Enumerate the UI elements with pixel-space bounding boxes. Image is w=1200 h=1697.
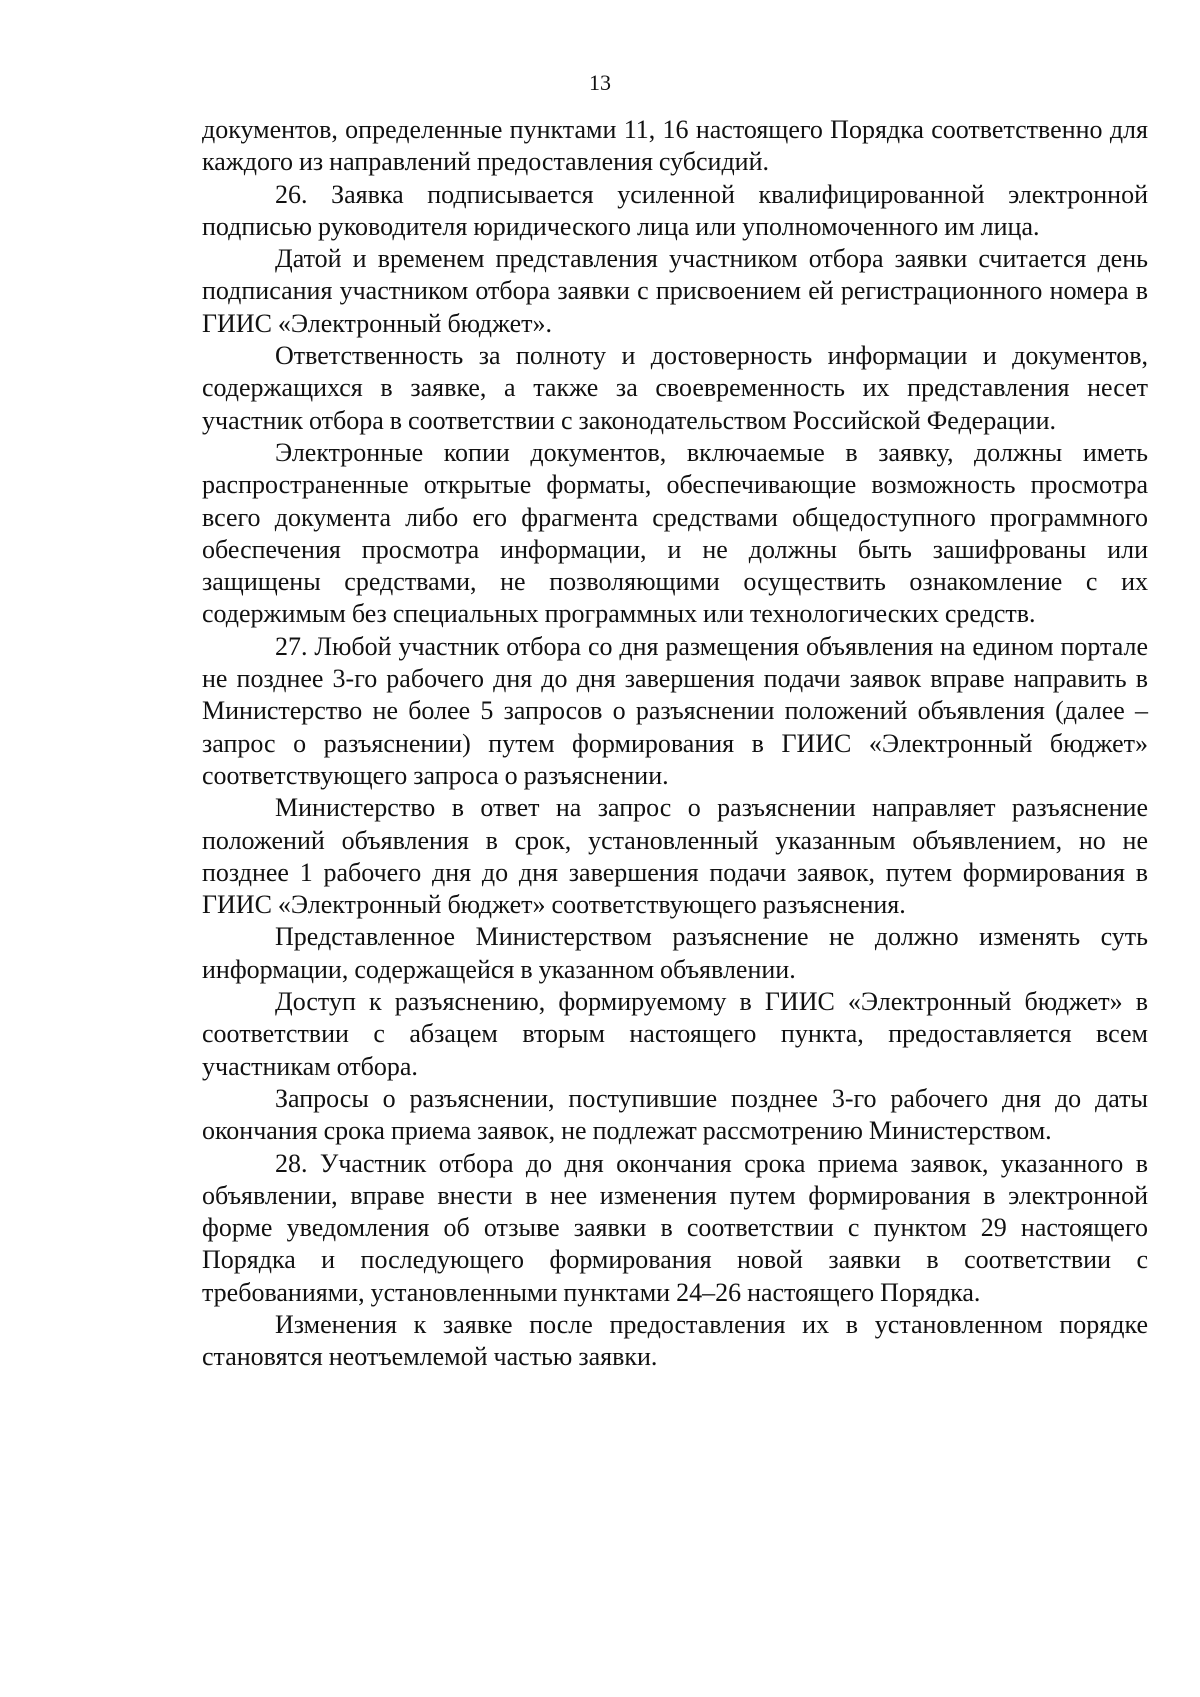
page-number: 13	[589, 70, 611, 95]
paragraph-item-26: 26. Заявка подписывается усиленной квалифицированной электронной подписью руководителя юридического лица или уполномоченного им лица.	[202, 179, 1148, 241]
paragraph-ministry-response: Министерство в ответ на запрос о разъяснении направляет разъяснение положений объявления в срок, установленный указанным объявлением, но не позднее 1 рабочего дня до дня завершения подачи заявок, путем формирования в ГИИС «Электронный бюджет» соответствующего разъяснения.	[202, 793, 1148, 920]
paragraph-late-requests: Запросы о разъяснении, поступившие позднее 3-го рабочего дня до даты окончания срока приема заявок, не подлежат рассмотрению Министерством.	[202, 1083, 1148, 1146]
paragraph-electronic-copies: Электронные копии документов, включаемые в заявку, должны иметь распространенные открытые форматы, обеспечивающие возможность просмотра всего документа либо его фрагмента средствами общедоступного программного обеспечения просмотра информации, и не должны быть зашифрованы или защищены средствами, не позволяющими осуществить ознакомление с их содержимым без специальных программных или технологических средств.	[202, 437, 1148, 629]
paragraph-item-27: 27. Любой участник отбора со дня размещения объявления на едином портале не позднее 3-го рабочего дня до дня завершения подачи заявок вправе направить в Министерство не более 5 запросов о разъяснении положений объявления (далее – запрос о разъяснении) путем формирования в ГИИС «Электронный бюджет» соответствующего запроса о разъяснении.	[202, 631, 1148, 790]
document-body	[202, 114, 1148, 1374]
paragraph-clarification-access: Доступ к разъяснению, формируемому в ГИИС «Электронный бюджет» в соответствии с абзацем вторым настоящего пункта, предоставляется всем участникам отбора.	[202, 987, 1148, 1081]
paragraph-responsibility: Ответственность за полноту и достоверность информации и документов, содержащихся в заявке, а также за своевременность их представления несет участник отбора в соответствии с законодательством Российской Федерации.	[202, 341, 1148, 435]
paragraph-submission-date: Датой и временем представления участником отбора заявки считается день подписания участником отбора заявки с присвоением ей регистрационного номера в ГИИС «Электронный бюджет».	[202, 244, 1148, 338]
paragraph-item-28: 28. Участник отбора до дня окончания срока приема заявок, указанного в объявлении, вправе внести в нее изменения путем формирования в электронной форме уведомления об отзыве заявки в соответствии с пунктом 29 настоящего Порядка и последующего формирования новой заявки в соответствии с требованиями, установленными пунктами 24–26 настоящего Порядка.	[202, 1148, 1148, 1307]
paragraph-clarification-content: Представленное Министерством разъяснение не должно изменять суть информации, содержащейся в указанном объявлении.	[202, 922, 1148, 984]
paragraph-continuation: документов, определенные пунктами 11, 16 настоящего Порядка соответственно для каждого из направлений предоставления субсидий.	[202, 115, 1148, 177]
paragraph-changes: Изменения к заявке после предоставления их в установленном порядке становятся неотъемлемой частью заявки.	[202, 1309, 1148, 1372]
